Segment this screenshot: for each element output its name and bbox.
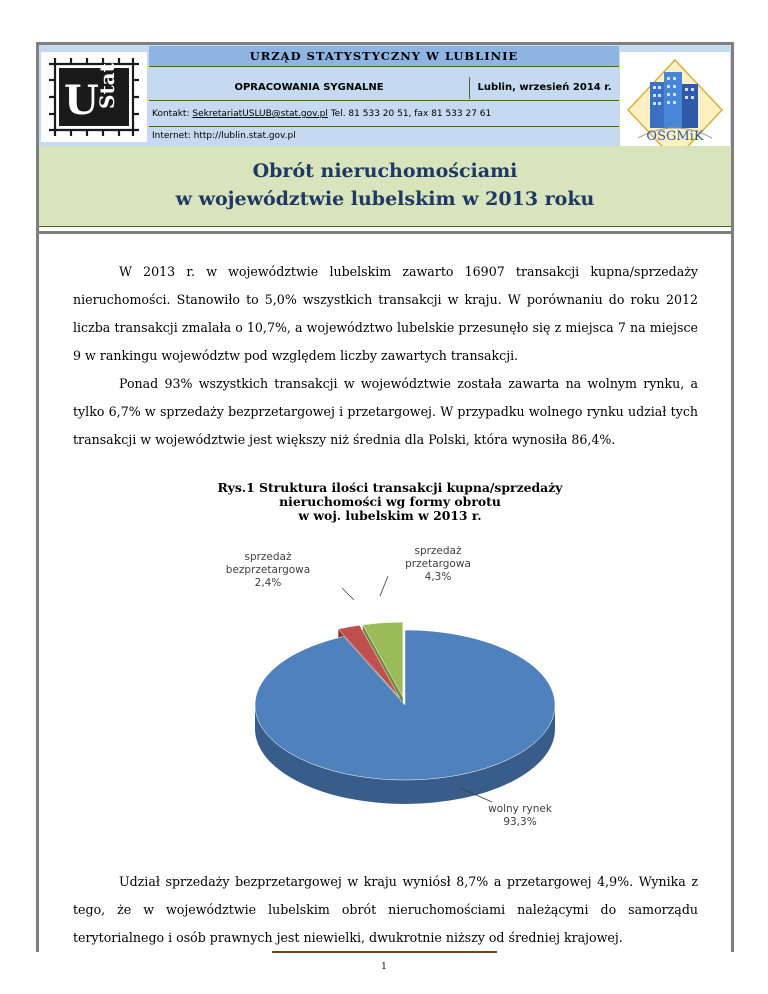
pie-category-label: sprzedaż — [414, 545, 462, 557]
chart-title-line: w woj. lubelskim w 2013 r. — [298, 508, 482, 523]
pie-data-label: 2,4% — [254, 577, 282, 589]
page-title-line-2: w województwie lubelskim w 2013 roku — [175, 188, 595, 210]
osgmik-logo-text: OSGMiK — [646, 129, 704, 144]
ustat-logo-u: U — [64, 77, 99, 124]
internet-label: Internet: — [152, 131, 191, 141]
pie-slice — [255, 630, 555, 780]
pie-leader-line — [380, 576, 388, 596]
publication-date: Lublin, wrzesień 2014 r. — [477, 82, 612, 93]
body-paragraph-3-text: Udział sprzedaży bezprzetargowej w kraju wyniósł 8,7% a przetargowej 4,9%. Wynika z tego, że w województwie lubelskim obrót nieruchomościami należącymi do samorządu terytorialnego i osób prawnych jest niewielki, dwukrotnie niższy od średniej krajowej. — [73, 874, 698, 945]
pie-category-label: sprzedaż — [244, 551, 292, 563]
contact-phone: Tel. 81 533 20 51, fax 81 533 27 61 — [330, 109, 492, 119]
pie-chart — [220, 540, 580, 840]
ustat-logo — [41, 52, 147, 142]
ustat-logo-stat: Stat — [95, 63, 119, 109]
pie-category-label: przetargowa — [405, 558, 471, 570]
body-paragraph-1 — [73, 258, 698, 370]
institution-title: URZĄD STATYSTYCZNY W LUBLINIE — [149, 46, 619, 67]
header-divider — [149, 100, 619, 101]
internet-link[interactable]: http://lublin.stat.gov.pl — [193, 131, 296, 141]
pie-category-label: bezprzetargowa — [225, 564, 311, 576]
internet-line — [152, 130, 296, 142]
page-number: 1 — [381, 962, 387, 972]
chart-title-line: nieruchomości wg formy obrotu — [279, 494, 501, 509]
pie-data-label: 4,3% — [424, 571, 452, 583]
contact-line — [152, 108, 622, 120]
body-paragraph-2-text: Ponad 93% wszystkich transakcji w województwie została zawarta na wolnym rynku, a tylko 6,7% w sprzedaży bezprzetargowej i przetargowej. W przypadku wolnego rynku udział tych transakcji w województwie jest większy niż średnia dla Polski, która wynosiła 86,4%. — [73, 376, 698, 447]
body-paragraph-1-text: W 2013 r. w województwie lubelskim zawarto 16907 transakcji kupna/sprzedaży nieruchomości. Stanowiło to 5,0% wszystkich transakcji w kraju. W porównaniu do roku 2012 liczba transakcji zmalała o 10,7%, a województwo lubelskie przesunęło się z miejsca 7 na miejsce 9 w rankingu województw pod względem liczby zawartych transakcji. — [73, 264, 698, 363]
chart-title-line: Rys.1 Struktura ilości transakcji kupna/sprzedaży — [217, 480, 563, 495]
contact-email-link[interactable]: SekretariatUSLUB@stat.gov.pl — [192, 109, 328, 119]
footer-rule — [272, 951, 497, 953]
chart-title — [190, 481, 590, 523]
title-banner — [39, 146, 731, 227]
pie-leader-line — [342, 588, 354, 600]
contact-label: Kontakt: — [152, 109, 190, 119]
page-title-line-1: Obrót nieruchomościami — [252, 160, 518, 182]
body-paragraph-2 — [73, 370, 698, 454]
body-paragraph-3 — [73, 868, 698, 952]
pie-data-label: 93,3% — [503, 816, 537, 828]
pie-category-label: wolny rynek — [488, 803, 552, 815]
section-divider — [39, 231, 731, 234]
header-divider — [149, 126, 619, 127]
series-label: OPRACOWANIA SYGNALNE — [149, 77, 470, 99]
